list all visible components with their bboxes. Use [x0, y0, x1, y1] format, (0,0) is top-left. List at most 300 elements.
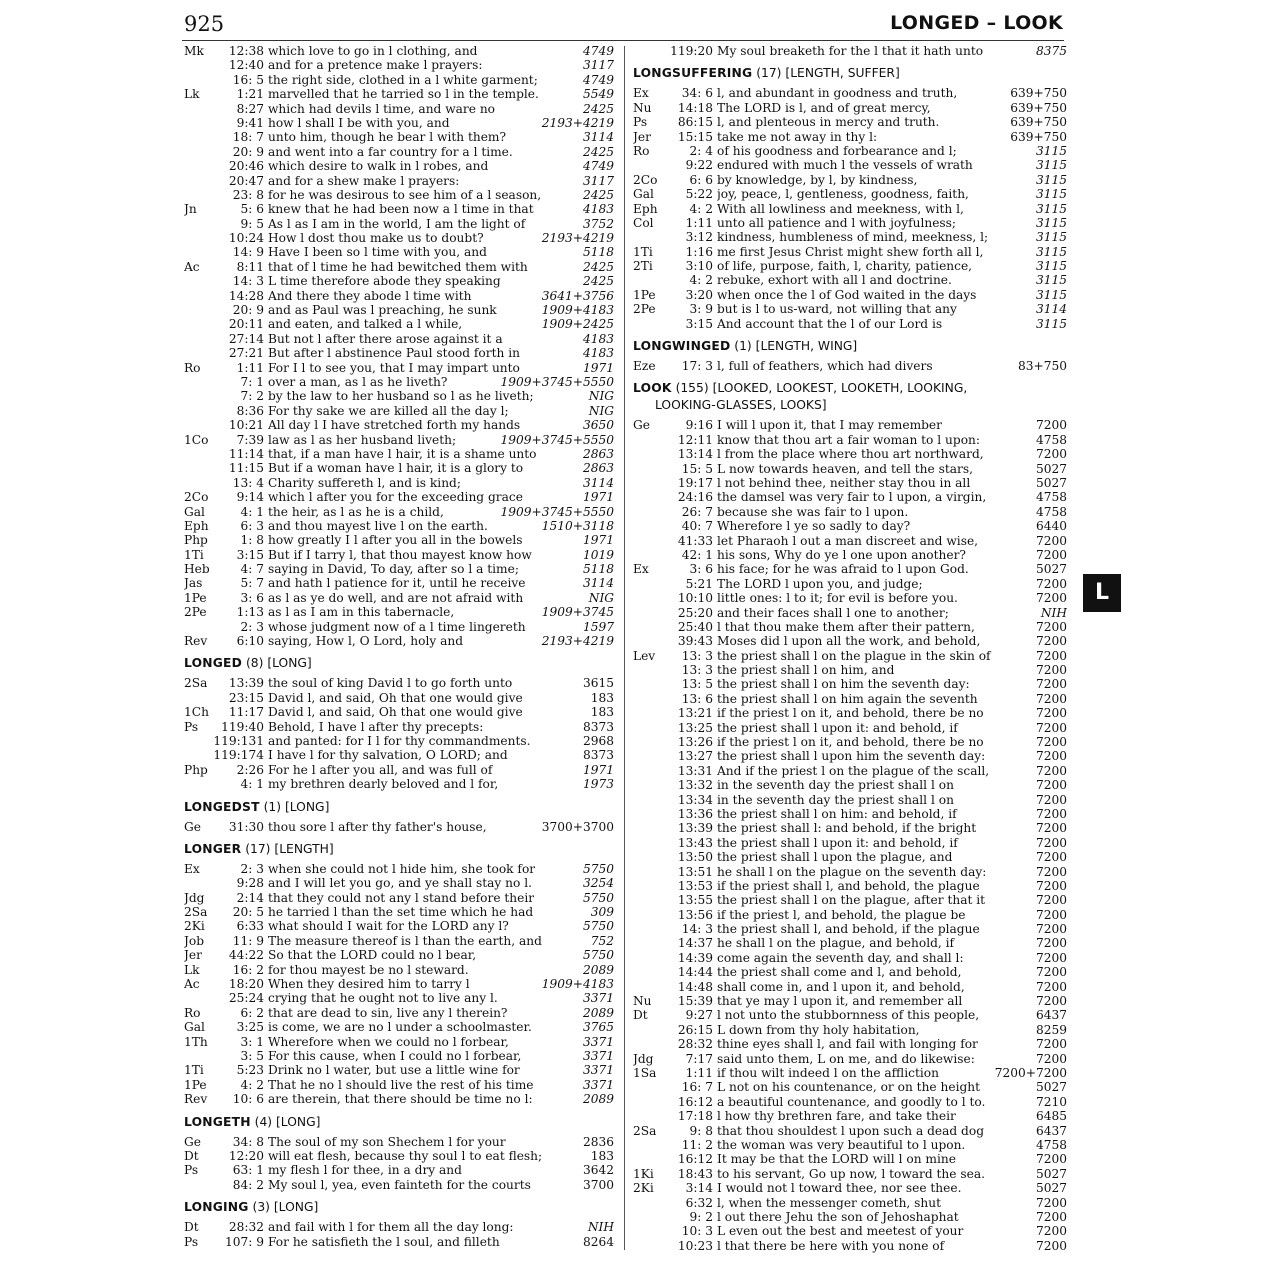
strongs-number: 8259	[1035, 1022, 1067, 1037]
strongs-number: 2863	[582, 446, 614, 461]
verse-context: The measure thereof is l than the earth, and	[268, 933, 542, 948]
entry-row	[184, 174, 614, 188]
verse-ref: 2: 4	[689, 143, 713, 158]
strongs-number: 3114	[582, 475, 614, 490]
verse-ref: 13:25	[677, 720, 713, 735]
entry-row	[184, 876, 614, 890]
strongs-number: 7200	[1035, 907, 1067, 922]
strongs-number: 3371	[582, 1049, 614, 1063]
verse-ref: 20: 5	[232, 905, 264, 920]
verse-ref: 20:11	[228, 317, 264, 332]
verse-ref: 15:39	[677, 994, 713, 1009]
book-abbrev: 2Co	[184, 490, 209, 505]
verse-ref: 3:12	[685, 230, 713, 245]
book-abbrev: 1Ki	[633, 1166, 654, 1181]
strongs-number: 5750	[582, 861, 614, 876]
verse-context: l not unto the stubbornness of this people,	[717, 1008, 980, 1023]
verse-context: l out there Jehu the son of Jehoshaphat	[717, 1209, 959, 1224]
entry-row	[633, 850, 1067, 864]
verse-ref: 11:15	[228, 461, 264, 476]
entry-row	[633, 606, 1067, 620]
verse-context: For he l after you all, and was full of	[268, 762, 493, 777]
verse-ref: 4: 2	[240, 1077, 264, 1092]
verse-context: Wherefore when we could no l forbear,	[268, 1034, 509, 1049]
verse-ref: 13: 4	[232, 475, 264, 490]
verse-ref: 26: 7	[681, 504, 713, 519]
verse-context: Charity suffereth l, and is kind;	[268, 475, 461, 490]
strongs-number: 3115	[1035, 143, 1067, 158]
verse-ref: 42: 1	[681, 547, 713, 562]
headword: LONGER	[184, 841, 242, 856]
strongs-number: 3700+3700	[541, 819, 614, 834]
entry-row	[633, 1138, 1067, 1152]
verse-context: and fail with l for them all the day long:	[268, 1220, 514, 1235]
verse-ref: 10: 6	[232, 1092, 264, 1107]
entry-row	[184, 303, 614, 317]
entry-row	[184, 862, 614, 876]
entry-row	[633, 735, 1067, 749]
verse-context: that are dead to sin, live any l therein?	[268, 1005, 508, 1020]
verse-ref: 6:10	[236, 634, 264, 649]
headword: LONGSUFFERING	[633, 66, 753, 81]
strongs-number: 1597	[582, 619, 614, 634]
strongs-number: 1909+2425	[541, 317, 614, 332]
verse-ref: 13:39	[228, 676, 264, 691]
verse-ref: 119:131	[213, 733, 264, 748]
verse-context: the woman was very beautiful to l upon.	[717, 1137, 966, 1152]
entry-row	[184, 591, 614, 605]
strongs-number: 3114	[582, 130, 614, 145]
strongs-number: 3642	[582, 1163, 614, 1178]
verse-context: knew that he had been now a l time in that	[268, 202, 534, 217]
entry-row	[633, 418, 1067, 432]
entry-heading	[184, 1199, 614, 1216]
entry-row	[184, 905, 614, 919]
verse-context: will eat flesh, because thy soul l to eat flesh;	[268, 1148, 543, 1163]
entry-row	[184, 1078, 614, 1092]
strongs-number: 3641+3756	[541, 288, 614, 303]
book-abbrev: Rev	[184, 1092, 208, 1107]
verse-ref: 14:37	[677, 936, 713, 951]
strongs-number: 3115	[1035, 287, 1067, 302]
verse-ref: 4: 1	[240, 504, 264, 519]
entry-row	[184, 73, 614, 87]
verse-ref: 6: 2	[240, 1005, 264, 1020]
entry-row	[184, 130, 614, 144]
strongs-number: 7200	[1035, 965, 1067, 980]
strongs-number: 3254	[582, 876, 614, 891]
book-abbrev: Job	[184, 933, 205, 948]
verse-context: if the priest l on it, and behold, there be no	[717, 735, 984, 750]
strongs-number: 7200	[1035, 806, 1067, 821]
verse-ref: 27:21	[228, 346, 264, 361]
verse-ref: 86:15	[677, 115, 713, 130]
verse-ref: 1:21	[236, 87, 264, 102]
verse-ref: 3:10	[685, 259, 713, 274]
headword: LONGED	[184, 656, 243, 671]
strongs-number: 5027	[1035, 461, 1067, 476]
strongs-number: 1909+3745	[541, 605, 614, 620]
strongs-number: 7200	[1035, 749, 1067, 764]
entry-row	[184, 231, 614, 245]
strongs-number: 2089	[582, 1092, 614, 1107]
strongs-number: 7200	[1035, 533, 1067, 548]
entry-row	[184, 159, 614, 173]
verse-context: the priest shall come and l, and behold,	[717, 965, 962, 980]
verse-context: that they could not any l stand before their	[268, 890, 535, 905]
entry-row	[184, 245, 614, 259]
strongs-number: 6437	[1035, 1008, 1067, 1023]
strongs-number: 5750	[582, 948, 614, 963]
entry-row	[633, 965, 1067, 979]
verse-ref: 3:25	[236, 1020, 264, 1035]
verse-ref: 11:14	[228, 446, 264, 461]
verse-ref: 20: 9	[232, 303, 264, 318]
verse-context: the priest shall l upon it: and behold, if	[717, 835, 958, 850]
verse-context: his sons, Why do ye l one upon another?	[717, 547, 966, 562]
entry-row	[184, 1149, 614, 1163]
book-abbrev: 1Sa	[633, 1066, 657, 1080]
verse-context: my brethren dearly beloved and l for,	[268, 777, 499, 792]
verse-ref: 119:174	[213, 748, 264, 763]
strongs-number: 7200	[1035, 1051, 1067, 1066]
verse-ref: 7:39	[236, 432, 264, 447]
headword: LONGWINGED	[633, 339, 731, 354]
entry-row	[184, 605, 614, 619]
verse-context: kindness, humbleness of mind, meekness, l;	[717, 230, 989, 245]
strongs-number: 2425	[582, 144, 614, 159]
verse-context: thine eyes shall l, and fail with longing for	[717, 1037, 978, 1052]
book-abbrev: 2Pe	[184, 605, 207, 620]
verse-context: the priest shall l on him again the seventh	[717, 691, 978, 706]
strongs-number: 1510+3118	[541, 518, 614, 533]
verse-context: the priest shall l on the plague, after that it	[717, 893, 986, 908]
verse-ref: 15:15	[677, 129, 713, 144]
book-abbrev: Lk	[184, 962, 200, 977]
verse-context: as l as ye do well, and are not afraid with	[268, 590, 524, 605]
verse-ref: 2:14	[236, 890, 264, 905]
strongs-number: 3114	[1035, 302, 1067, 317]
verse-context: the priest shall l on him: and behold, if	[717, 806, 957, 821]
verse-ref: 2: 3	[240, 861, 264, 876]
verse-context: for he was desirous to see him of a l season,	[268, 187, 542, 202]
book-abbrev: Ps	[184, 1163, 199, 1178]
entry-row	[633, 721, 1067, 735]
occurrence-count: (1)	[263, 799, 282, 814]
verse-context: the priest shall l on him, and	[717, 663, 895, 678]
verse-context: and as Paul was l preaching, he sunk	[268, 303, 497, 318]
entry-row	[184, 934, 614, 948]
strongs-number: 3115	[1035, 230, 1067, 245]
verse-context: and eaten, and talked a l while,	[268, 317, 463, 332]
entry-row	[184, 389, 614, 403]
entry-row	[633, 1037, 1067, 1051]
verse-context: the priest shall l, and behold, if the plague	[717, 922, 980, 937]
strongs-number: 4183	[582, 202, 614, 217]
book-abbrev: Rev	[184, 634, 208, 649]
entry-row	[184, 576, 614, 590]
verse-context: and for a pretence make l prayers:	[268, 58, 483, 73]
verse-context: if the priest l on it, and behold, there be no	[717, 706, 984, 721]
entry-row	[184, 289, 614, 303]
entry-row	[633, 462, 1067, 476]
verse-context: that thou shouldest l upon such a dead dog	[717, 1123, 984, 1138]
verse-context: l not behind thee, neither stay thou in all	[717, 475, 971, 490]
entry-row	[184, 1135, 614, 1149]
book-abbrev: Nu	[633, 994, 652, 1009]
entry-row	[184, 1163, 614, 1177]
book-abbrev: Mk	[184, 44, 204, 58]
cross-reference-cont: LOOKING-GLASSES, LOOKS]	[655, 398, 827, 413]
verse-ref: 6: 3	[240, 518, 264, 533]
verse-context: L not on his countenance, or on the height	[717, 1080, 981, 1095]
strongs-number: 7200	[1035, 835, 1067, 850]
verse-context: l how thy brethren fare, and take their	[717, 1109, 956, 1124]
verse-context: he shall l on the plague, and behold, if	[717, 936, 955, 951]
book-abbrev: Jas	[184, 576, 203, 591]
entry-row	[184, 188, 614, 202]
verse-ref: 2: 3	[240, 619, 264, 634]
verse-context: For I l to see you, that I may impart unto	[268, 360, 520, 375]
entry-row	[184, 777, 614, 791]
verse-ref: 13:43	[677, 835, 713, 850]
verse-ref: 18: 7	[232, 130, 264, 145]
verse-context: l that there be here with you none of	[717, 1238, 945, 1253]
book-abbrev: 1Ti	[184, 547, 204, 562]
verse-ref: 4: 2	[689, 273, 713, 288]
verse-ref: 5:23	[236, 1063, 264, 1078]
strongs-number: 3371	[582, 1034, 614, 1049]
occurrence-count: (17)	[245, 841, 271, 856]
verse-context: l that thou make them after their pattern,	[717, 619, 975, 634]
verse-context: law as l as her husband liveth;	[268, 432, 457, 447]
strongs-number: 3371	[582, 991, 614, 1006]
strongs-number: 7200	[1035, 1195, 1067, 1210]
verse-ref: 12:11	[677, 432, 713, 447]
entry-row	[633, 634, 1067, 648]
verse-ref: 3:15	[685, 316, 713, 331]
strongs-number: 7200	[1035, 648, 1067, 663]
strongs-number: 8373	[582, 748, 614, 763]
book-abbrev: 1Pe	[633, 287, 656, 302]
verse-ref: 31:30	[228, 819, 264, 834]
strongs-number: 3115	[1035, 215, 1067, 230]
entry-row	[633, 577, 1067, 591]
strongs-number: 7200+7200	[994, 1066, 1067, 1080]
strongs-number: 639+750	[1010, 115, 1067, 130]
verse-ref: 7: 1	[240, 374, 264, 389]
verse-ref: 6:32	[685, 1195, 713, 1210]
strongs-number: 7200	[1035, 821, 1067, 836]
verse-ref: 14:28	[228, 288, 264, 303]
book-abbrev: Jdg	[184, 890, 205, 905]
entry-row	[184, 217, 614, 231]
book-abbrev: Ps	[184, 1234, 199, 1249]
verse-ref: 9:22	[685, 158, 713, 173]
verse-ref: 28:32	[677, 1037, 713, 1052]
strongs-number: 2425	[582, 274, 614, 289]
book-abbrev: Php	[184, 533, 208, 548]
verse-context: How l dost thou make us to doubt?	[268, 231, 484, 246]
strongs-number: 7200	[1035, 663, 1067, 678]
strongs-number: 7200	[1035, 763, 1067, 778]
strongs-number: 7200	[1035, 418, 1067, 433]
verse-context: and I will let you go, and ye shall stay no l.	[268, 876, 533, 891]
verse-ref: 34: 6	[681, 86, 713, 101]
strongs-number: 7200	[1035, 547, 1067, 562]
verse-ref: 8:36	[236, 403, 264, 418]
entry-row	[633, 649, 1067, 663]
entry-row	[184, 461, 614, 475]
verse-context: when once the l of God waited in the days	[717, 287, 977, 302]
entry-row	[184, 720, 614, 734]
book-abbrev: Ro	[184, 1005, 201, 1020]
verse-context: But not l after there arose against it a	[268, 331, 503, 346]
verse-context: which l after you for the exceeding grace	[268, 490, 523, 505]
verse-ref: 4: 7	[240, 562, 264, 577]
strongs-number: 2836	[582, 1134, 614, 1149]
entry-row	[184, 145, 614, 159]
entry-row	[633, 677, 1067, 691]
verse-context: the heir, as l as he is a child,	[268, 504, 444, 519]
entry-row	[184, 991, 614, 1005]
entry-row	[633, 749, 1067, 763]
verse-context: That he no l should live the rest of his time	[268, 1077, 534, 1092]
entry-row	[633, 908, 1067, 922]
strongs-number: 6437	[1035, 1123, 1067, 1138]
verse-context: When they desired him to tarry l	[268, 977, 470, 992]
verse-ref: 119:40	[221, 719, 264, 734]
entry-row	[184, 1235, 614, 1249]
verse-ref: 13:39	[677, 821, 713, 836]
book-abbrev: Nu	[633, 100, 652, 115]
entry-row	[633, 692, 1067, 706]
occurrence-count: (155)	[675, 381, 709, 396]
verse-context: over a man, as l as he liveth?	[268, 374, 448, 389]
entry-row	[633, 1023, 1067, 1037]
entry-row	[633, 1196, 1067, 1210]
book-abbrev: Ac	[184, 977, 200, 992]
left-column	[184, 44, 614, 1249]
verse-context: and thou mayest live l on the earth.	[268, 518, 488, 533]
entry-row	[184, 433, 614, 447]
verse-context: the priest shall l on him the seventh day:	[717, 677, 970, 692]
strongs-number: 7200	[1035, 619, 1067, 634]
verse-ref: 10:10	[677, 591, 713, 606]
verse-context: For this cause, when I could no l forbear,	[268, 1049, 522, 1063]
entry-row	[184, 734, 614, 748]
verse-ref: 5:21	[685, 576, 713, 591]
strongs-number: 1971	[582, 360, 614, 375]
book-abbrev: 1Th	[184, 1034, 208, 1049]
strongs-number: 639+750	[1010, 100, 1067, 115]
entry-heading	[633, 338, 1067, 355]
strongs-number: NIG	[588, 389, 614, 404]
book-abbrev: 2Co	[633, 172, 658, 187]
page-number: 925	[184, 12, 225, 36]
book-abbrev: Jdg	[633, 1051, 654, 1066]
entry-row	[633, 433, 1067, 447]
verse-ref: 14: 3	[681, 922, 713, 937]
verse-context: for thou mayest be no l steward.	[268, 962, 469, 977]
entry-row	[633, 359, 1067, 373]
strongs-number: 2863	[582, 461, 614, 476]
entry-row	[184, 1006, 614, 1020]
strongs-number: NIG	[588, 403, 614, 418]
strongs-number: 3371	[582, 1063, 614, 1078]
entry-row	[184, 87, 614, 101]
strongs-number: 5750	[582, 919, 614, 934]
strongs-number: 1971	[582, 762, 614, 777]
occurrence-count: (17)	[756, 66, 782, 81]
strongs-number: 4749	[582, 72, 614, 87]
book-abbrev: Heb	[184, 562, 210, 577]
strongs-number: 2968	[582, 733, 614, 748]
verse-context: a beautiful countenance, and goodly to l to.	[717, 1094, 986, 1109]
verse-ref: 1:11	[685, 215, 713, 230]
entry-row	[184, 404, 614, 418]
verse-ref: 9:27	[685, 1008, 713, 1023]
verse-ref: 25:20	[677, 605, 713, 620]
book-abbrev: Gal	[184, 504, 205, 519]
thumb-index-tab[interactable]: L	[1083, 574, 1121, 612]
occurrence-count: (3)	[252, 1200, 270, 1215]
strongs-number: 5027	[1035, 1080, 1067, 1095]
verse-context: And there they abode l time with	[268, 288, 472, 303]
entry-row	[633, 893, 1067, 907]
book-abbrev: 1Pe	[184, 590, 207, 605]
book-abbrev: 2Ki	[184, 919, 205, 934]
occurrence-count: (4)	[254, 1114, 273, 1129]
strongs-number: 7200	[1035, 447, 1067, 462]
strongs-number: 1973	[582, 777, 614, 792]
entry-row	[184, 676, 614, 690]
entry-row	[633, 778, 1067, 792]
cross-reference: [LONG]	[284, 799, 330, 814]
entry-row	[184, 919, 614, 933]
verse-context: Wherefore l ye so sadly to day?	[717, 519, 911, 534]
verse-ref: 1:16	[685, 244, 713, 259]
strongs-number: 8373	[582, 719, 614, 734]
verse-context: So that the LORD could no l bear,	[268, 948, 477, 963]
verse-ref: 9: 5	[240, 216, 264, 231]
verse-ref: 44:22	[228, 948, 264, 963]
strongs-number: 7200	[1035, 994, 1067, 1009]
strongs-number: 7200	[1035, 677, 1067, 692]
verse-ref: 8:11	[236, 259, 264, 274]
entry-row	[184, 1178, 614, 1192]
verse-context: My soul breaketh for the l that it hath unto	[717, 44, 984, 58]
verse-context: But if I tarry l, that thou mayest know how	[268, 547, 532, 562]
book-abbrev: Jer	[633, 129, 651, 144]
entry-row	[184, 634, 614, 648]
entry-row	[633, 663, 1067, 677]
verse-context: But if a woman have l hair, it is a glory to	[268, 461, 524, 476]
verse-context: but is l to us-ward, not willing that any	[717, 302, 957, 317]
running-head: LONGED – LOOK	[890, 12, 1063, 34]
verse-context: I will l upon it, that I may remember	[717, 418, 942, 433]
book-abbrev: Ro	[184, 360, 201, 375]
verse-ref: 25:40	[677, 619, 713, 634]
verse-ref: 13:50	[677, 850, 713, 865]
verse-ref: 13:34	[677, 792, 713, 807]
entry-row	[184, 317, 614, 331]
entry-row	[633, 1210, 1067, 1224]
entry-row	[633, 273, 1067, 287]
verse-context: which had devils l time, and ware no	[268, 101, 496, 116]
verse-ref: 8:27	[236, 101, 264, 116]
entry-row	[633, 317, 1067, 331]
